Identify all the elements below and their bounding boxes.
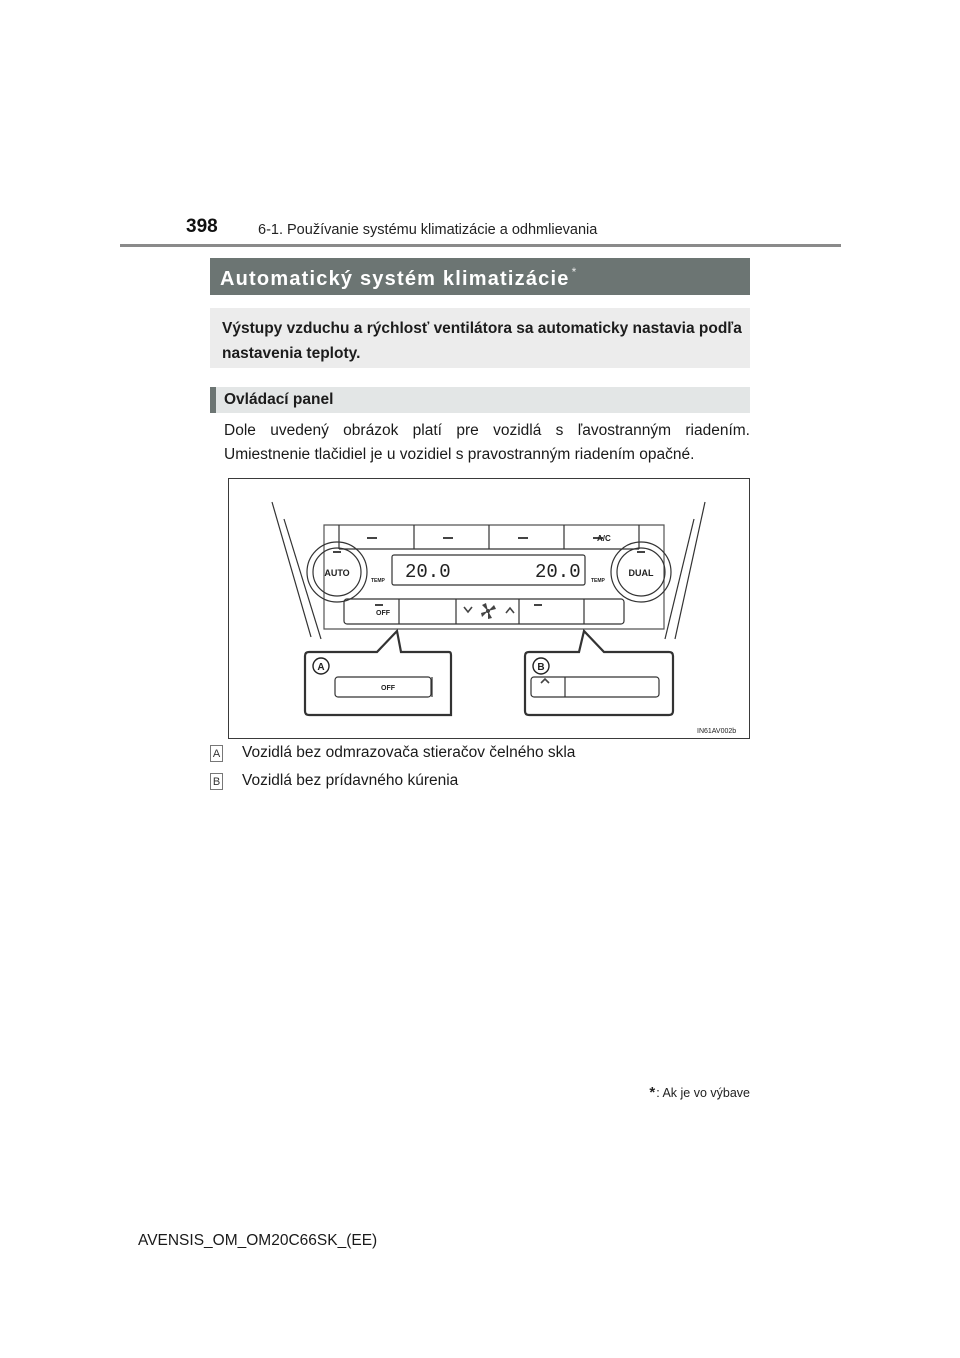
- off-label: OFF: [376, 610, 390, 617]
- subsection-title: Ovládací panel: [224, 391, 334, 408]
- header-rule: [120, 244, 841, 247]
- page-title: [220, 265, 576, 291]
- callout-a-badge: [313, 658, 329, 674]
- legend-text-b: Vozidlá bez prídavného kúrenia: [242, 772, 459, 789]
- dual-label: DUAL: [628, 568, 654, 578]
- callout-a-frame: [305, 631, 451, 715]
- document-code: AVENSIS_OM_OM20C66SK_(EE): [138, 1232, 378, 1249]
- panel-outline: [324, 525, 664, 629]
- optional-equipment-marker: *: [571, 265, 577, 279]
- auto-label: AUTO: [324, 568, 350, 578]
- dash-line-left: [272, 502, 311, 637]
- legend-letter-a: A: [210, 745, 223, 762]
- callout-b-frame: [525, 631, 673, 715]
- title-bar: [210, 258, 750, 295]
- legend-letter-b: B: [210, 773, 223, 790]
- image-code: IN61AV002b: [697, 728, 737, 735]
- page-title-text: Automatický systém klimatizácie: [220, 268, 570, 290]
- callout-a-off-label: OFF: [381, 685, 395, 692]
- footnote-text: : Ak je vo výbave: [656, 1086, 750, 1100]
- callout-b-badge: [533, 658, 549, 674]
- fan-icon: [481, 603, 496, 619]
- footnote-star: *: [649, 1084, 656, 1101]
- callout-a-letter: A: [317, 662, 325, 673]
- callout-b-up-icon: [541, 679, 549, 683]
- display-right-temp: 20.0: [535, 561, 581, 583]
- control-panel-drawing: [229, 479, 751, 740]
- intro-text: Výstupy vzduchu a rýchlosť ventilátora sa automaticky nastavia podľa nastavenia teploty.: [222, 320, 742, 362]
- ac-label: A/C: [597, 534, 611, 543]
- subsection-body: Dole uvedený obrázok platí pre vozidlá s ľavostranným riadením. Umiestnenie tlačidiel je u vozidiel s pravostranným riadením opačné.: [224, 422, 750, 463]
- dash-line-left-inner: [284, 519, 321, 639]
- fan-down-icon: [464, 607, 472, 612]
- fan-up-icon: [506, 608, 514, 613]
- intro-box: [210, 308, 750, 368]
- control-panel-illustration: [228, 478, 750, 739]
- callout-b-letter: B: [537, 662, 545, 673]
- dash-line-right: [675, 502, 705, 639]
- temp-label-right: TEMP: [591, 578, 605, 584]
- legend-text-a: Vozidlá bez odmrazovača stieračov čelného skla: [242, 744, 576, 761]
- page-number: 398: [186, 216, 218, 237]
- subsection-heading: [210, 387, 750, 413]
- section-title: 6-1. Používanie systému klimatizácie a odhmlievania: [258, 222, 598, 238]
- temp-label-left: TEMP: [371, 578, 385, 584]
- footnote: [632, 1084, 750, 1101]
- display-left-temp: 20.0: [405, 561, 451, 583]
